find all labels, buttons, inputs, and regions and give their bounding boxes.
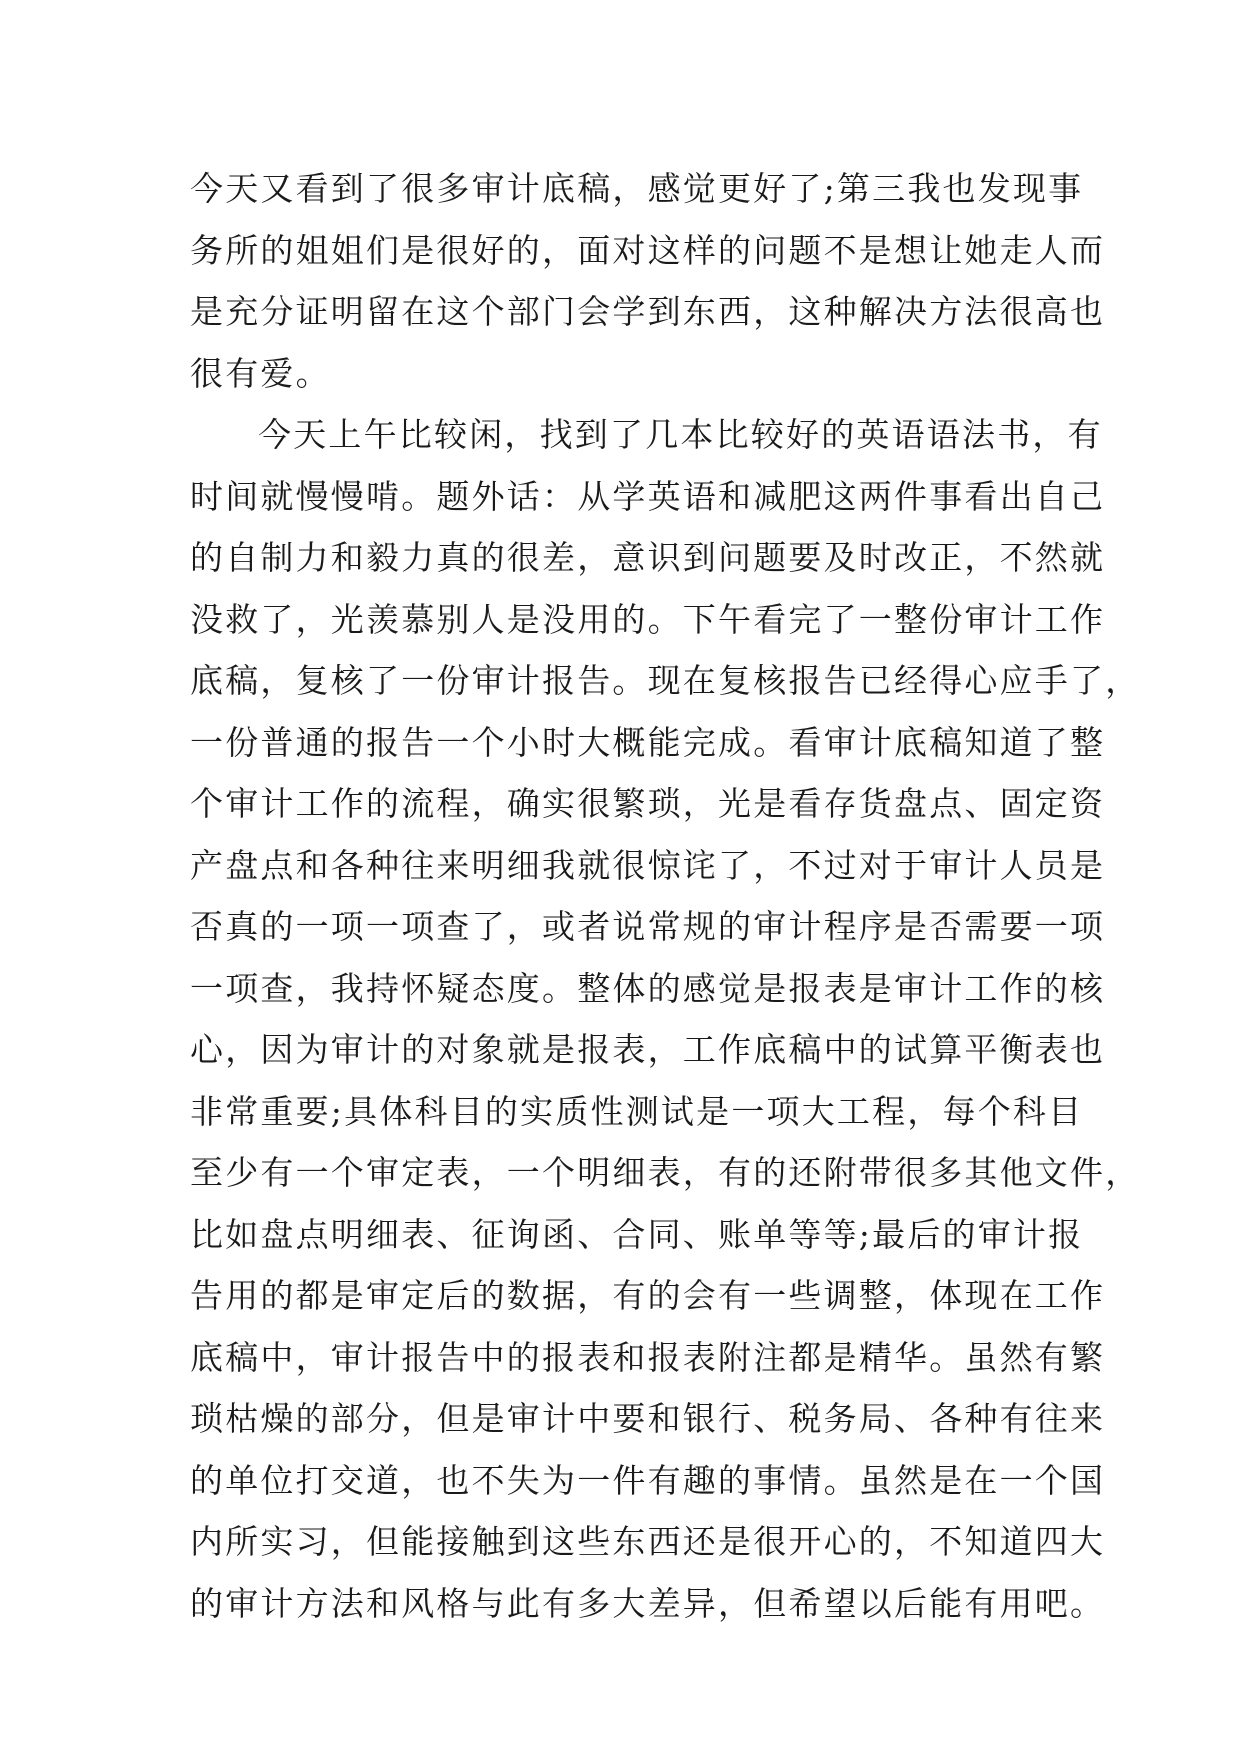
paragraph-first-line: 今天上午比较闲，找到了几本比较好的英语语法书，有: [258, 415, 1103, 454]
text-line: 底稿，复核了一份审计报告。现在复核报告已经得心应手了，: [190, 661, 1141, 700]
text-line: 一项查，我持怀疑态度。整体的感觉是报表是审计工作的核: [190, 968, 1106, 1008]
text-line: 琐枯燥的部分，但是审计中要和银行、税务局、各种有往来: [190, 1399, 1106, 1438]
text-line: 内所实习，但能接触到这些东西还是很开心的，不知道四大: [190, 1522, 1106, 1561]
text-line: 心，因为审计的对象就是报表，工作底稿中的试算平衡表也: [190, 1030, 1106, 1069]
text-line: 的审计方法和风格与此有多大差异，但希望以后能有用吧。: [190, 1583, 1106, 1623]
text-line: 告用的都是审定后的数据，有的会有一些调整，体现在工作: [190, 1276, 1106, 1315]
text-line: 底稿中，审计报告中的报表和报表附注都是精华。虽然有繁: [190, 1337, 1106, 1377]
text-line: 务所的姐姐们是很好的，面对这样的问题不是想让她走人而: [190, 230, 1106, 270]
text-line: 时间就慢慢啃。题外话：从学英语和减肥这两件事看出自己: [190, 476, 1106, 516]
text-line: 产盘点和各种往来明细我就很惊诧了，不过对于审计人员是: [190, 845, 1106, 885]
text-line: 否真的一项一项查了，或者说常规的审计程序是否需要一项: [190, 907, 1106, 946]
text-line: 的单位打交道，也不失为一件有趣的事情。虽然是在一个国: [190, 1460, 1106, 1500]
text-line: 是充分证明留在这个部门会学到东西，这种解决方法很高也: [190, 292, 1106, 331]
text-line: 很有爱。: [190, 353, 331, 393]
text-line: 没救了，光羡慕别人是没用的。下午看完了一整份审计工作: [190, 599, 1106, 639]
text-line: 的自制力和毅力真的很差，意识到问题要及时改正，不然就: [190, 538, 1106, 577]
text-line: 比如盘点明细表、征询函、合同、账单等等;最后的审计报: [190, 1214, 1084, 1254]
text-line: 今天又看到了很多审计底稿，感觉更好了;第三我也发现事: [190, 169, 1084, 208]
text-line: 至少有一个审定表，一个明细表，有的还附带很多其他文件，: [190, 1153, 1141, 1192]
text-line: 一份普通的报告一个小时大概能完成。看审计底稿知道了整: [190, 722, 1106, 762]
text-line: 非常重要;具体科目的实质性测试是一项大工程，每个科目: [190, 1091, 1084, 1131]
body-text: [190, 158, 1141, 1634]
text-line: 个审计工作的流程，确实很繁琐，光是看存货盘点、固定资: [190, 784, 1106, 823]
